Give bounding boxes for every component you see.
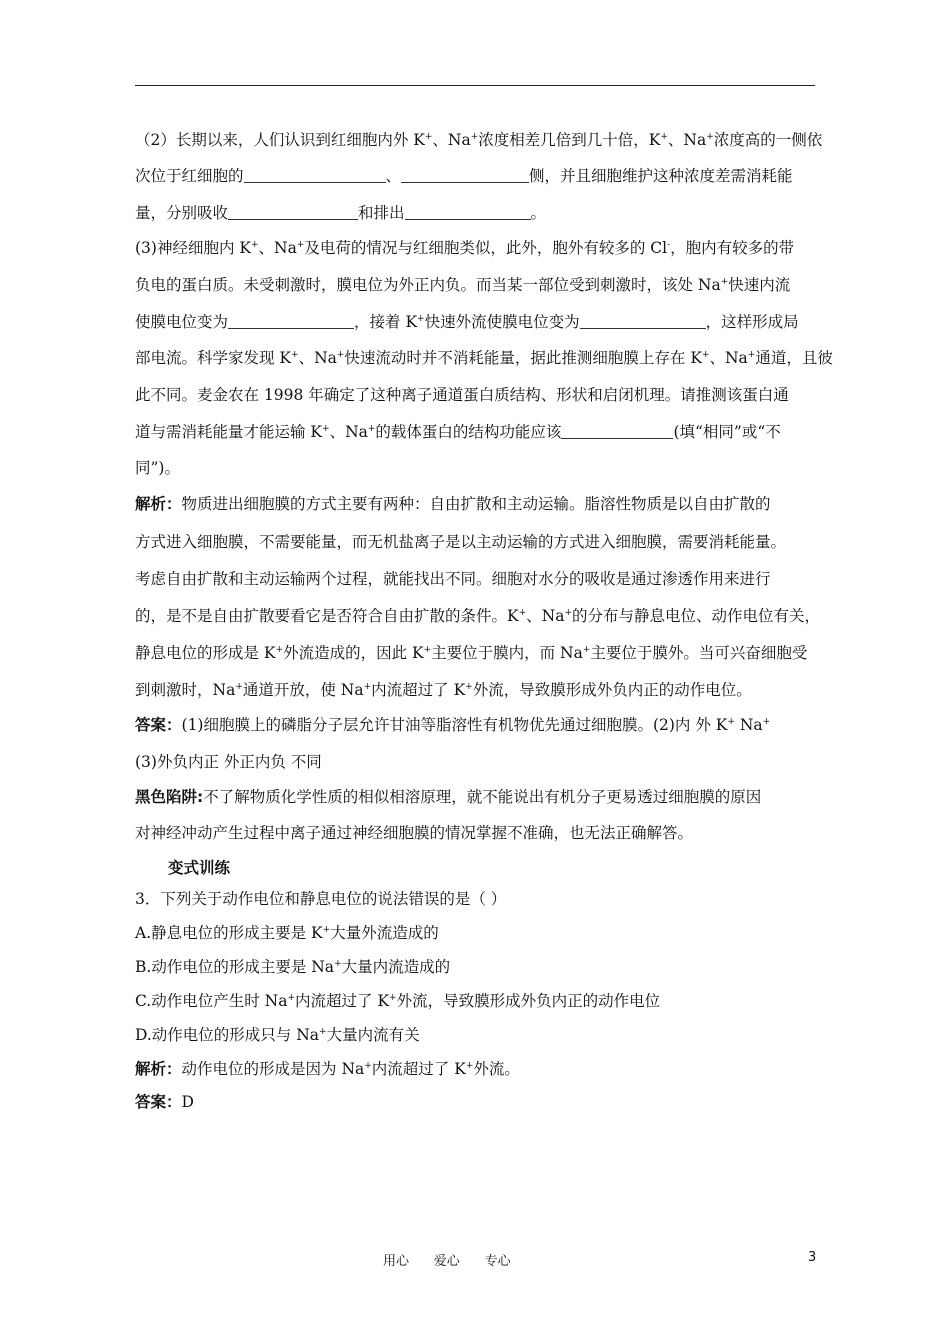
fill-blank[interactable] [561,424,673,439]
fill-blank[interactable] [228,205,358,220]
option-d[interactable]: D.动作电位的形成只与 Na+大量内流有关 [135,1026,420,1044]
analysis-line-6: 到刺激时，Na+通道开放，使 Na+内流超过了 K+外流，导致膜形成外负内正的动作电位。 [135,681,752,699]
analysis-line-2: 方式进入细胞膜，不需要能量，而无机盐离子是以主动运输的方式进入细胞膜，需要消耗能量。 [135,533,787,551]
variant-analysis: 解析：动作电位的形成是因为 Na+内流超过了 K+外流。 [135,1060,520,1078]
footer-motto: 用心 爱心 专心 [383,1254,511,1269]
header-rule [135,85,815,86]
q3-line-3: 使膜电位变为 ，接着 K+快速外流使膜电位变为 ，这样形成局 [135,313,799,331]
q2-line-1: （2）长期以来，人们认识到红细胞内外 K+、Na+浓度相差几倍到几十倍，K+、Na+浓度高的一侧依 [135,131,823,149]
analysis-line-3: 考虑自由扩散和主动运输两个过程，就能找出不同。细胞对水分的吸收是通过渗透作用来进行 [135,570,771,588]
answer-line-2: (3)外负内正 外正内负 不同 [135,753,322,771]
question-stem: 3．下列关于动作电位和静息电位的说法错误的是（ ） [135,890,507,908]
answer-line-1: 答案：(1)细胞膜上的磷脂分子层允许甘油等脂溶性有机物优先通过细胞膜。(2)内 外 K+ Na+ [135,716,771,734]
analysis-label: 解析： [135,1060,182,1078]
section-heading: 变式训练 [168,859,231,877]
fill-blank[interactable] [405,205,531,220]
fill-blank[interactable] [228,314,354,329]
analysis-line-5: 静息电位的形成是 K+外流造成的，因此 K+主要位于膜内，而 Na+主要位于膜外。当可兴奋细胞受 [135,644,808,662]
q2-line-3: 量，分别吸收 和排出 。 [135,204,547,222]
q3-line-5: 此不同。麦金农在 1998 年确定了这种离子通道蛋白质结构、形状和启闭机理。请推测该蛋白通 [135,386,789,404]
answer-label: 答案： [135,1093,182,1111]
option-c[interactable]: C.动作电位产生时 Na+内流超过了 K+外流，导致膜形成外负内正的动作电位 [135,992,661,1010]
trap-line-1: 黑色陷阱:不了解物质化学性质的相似相溶原理，就不能说出有机分子更易透过细胞膜的原因 [135,788,762,806]
trap-line-2: 对神经冲动产生过程中离子通过神经细胞膜的情况掌握不准确，也无法正确解答。 [135,824,694,842]
analysis-label: 解析： [135,495,182,513]
q3-line-4: 部电流。科学家发现 K+、Na+快速流动时并不消耗能量，据此推测细胞膜上存在 K+、Na+通道，且彼 [135,349,833,367]
answer-label: 答案： [135,716,182,734]
q3-line-6: 道与需消耗能量才能运输 K+、Na+的载体蛋白的结构功能应该 (填“相同”或“不 [135,423,781,441]
q3-line-2: 负电的蛋白质。未受刺激时，膜电位为外正内负。而当某一部位受到刺激时，该处 Na+快速内流 [135,276,791,294]
q3-line-7: 同”)。 [135,459,180,477]
q2-line-2: 次位于红细胞的 、 侧，并且细胞维护这种浓度差需消耗能 [135,167,793,185]
analysis-line-1: 解析：物质进出细胞膜的方式主要有两种：自由扩散和主动运输。脂溶性物质是以自由扩散的 [135,495,771,513]
q3-line-1: (3)神经细胞内 K+、Na+及电荷的情况与红细胞类似，此外，胞外有较多的 Cl-，胞内有较多的带 [135,239,795,257]
fill-blank[interactable] [244,168,386,183]
fill-blank[interactable] [401,168,529,183]
option-b[interactable]: B.动作电位的形成主要是 Na+大量内流造成的 [135,958,451,976]
page-number: 3 [808,1250,817,1265]
trap-label: 黑色陷阱: [135,788,204,806]
variant-answer: 答案：D [135,1093,194,1111]
analysis-line-4: 的，是不是自由扩散要看它是否符合自由扩散的条件。K+、Na+的分布与静息电位、动作电位有关， [135,607,821,625]
fill-blank[interactable] [580,314,706,329]
option-a[interactable]: A.静息电位的形成主要是 K+大量外流造成的 [135,924,439,942]
